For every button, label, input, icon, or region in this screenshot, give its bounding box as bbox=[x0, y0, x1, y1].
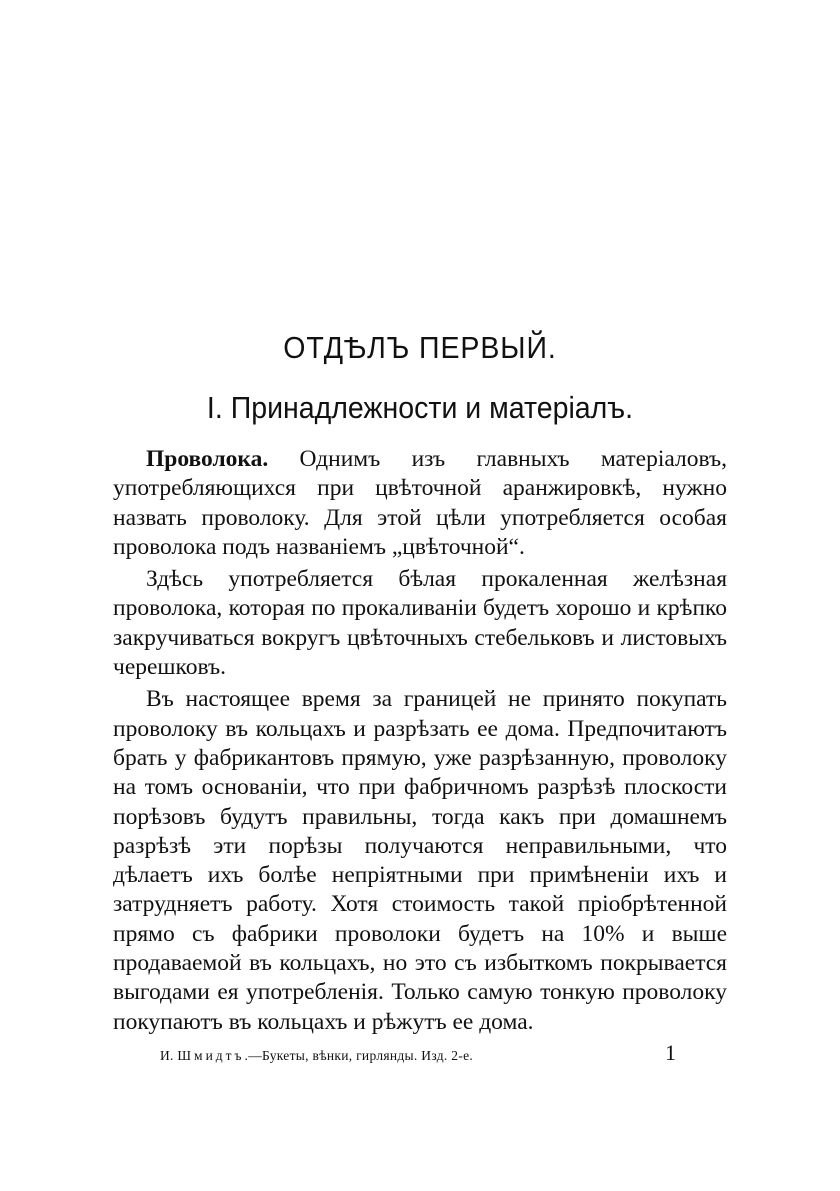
footer-author-surname: Шмидтъ bbox=[177, 1048, 245, 1063]
footer-book-title: .—Букеты, вѣнки, гирлянды. Изд. 2-е. bbox=[244, 1048, 474, 1063]
paragraph bbox=[113, 685, 727, 1037]
paragraph-text: Однимъ изъ главныхъ матеріаловъ, употребляющихся при цвѣточной аранжировкѣ, нужно назвать проволоку. Для этой цѣли употребляется особая проволока подъ названіемъ „цвѣточной“. bbox=[113, 446, 727, 560]
paragraph bbox=[113, 565, 727, 682]
chapter-heading: I. Принадлежности и матеріалъ. bbox=[206, 390, 634, 425]
footer-author-initial: И. bbox=[160, 1048, 178, 1063]
section-heading: ОТДѢЛЪ ПЕРВЫЙ. bbox=[283, 330, 557, 365]
paragraph-text: Здѣсь употребляется бѣлая прокаленная желѣзная проволока, которая по прокаливаніи будетъ хорошо и крѣпко закручиваться вокругъ цвѣточныхъ стебельковъ и листовыхъ черешковъ. bbox=[113, 566, 727, 681]
paragraph bbox=[113, 445, 727, 562]
paragraph-lead-term: Проволока. bbox=[146, 446, 269, 472]
page-number: 1 bbox=[665, 1040, 677, 1065]
footer-citation bbox=[160, 1048, 473, 1064]
body-text bbox=[113, 445, 727, 1040]
paragraph-text: Въ настоящее время за границей не принято покупать проволоку въ кольцахъ и разрѣзать ее дома. Предпочитаютъ брать у фабрикантовъ прямую, уже разрѣзанную, проволоку на томъ основаніи, что при фабричномъ разрѣзѣ плоскости порѣзовъ будутъ правильны, тогда какъ при домашнемъ разрѣзѣ эти порѣзы получаются неправильными, что дѣлаетъ ихъ болѣе непріятными при примѣненіи ихъ и затрудняетъ работу. Хотя стоимость такой пріобрѣтенной прямо съ фабрики проволоки будетъ на 10% и выше продаваемой въ кольцахъ, но это съ избыткомъ покрывается выгодами ея употребленія. Только самую тонкую проволоку покупаютъ въ кольцахъ и рѣжутъ ее дома. bbox=[113, 686, 727, 1035]
